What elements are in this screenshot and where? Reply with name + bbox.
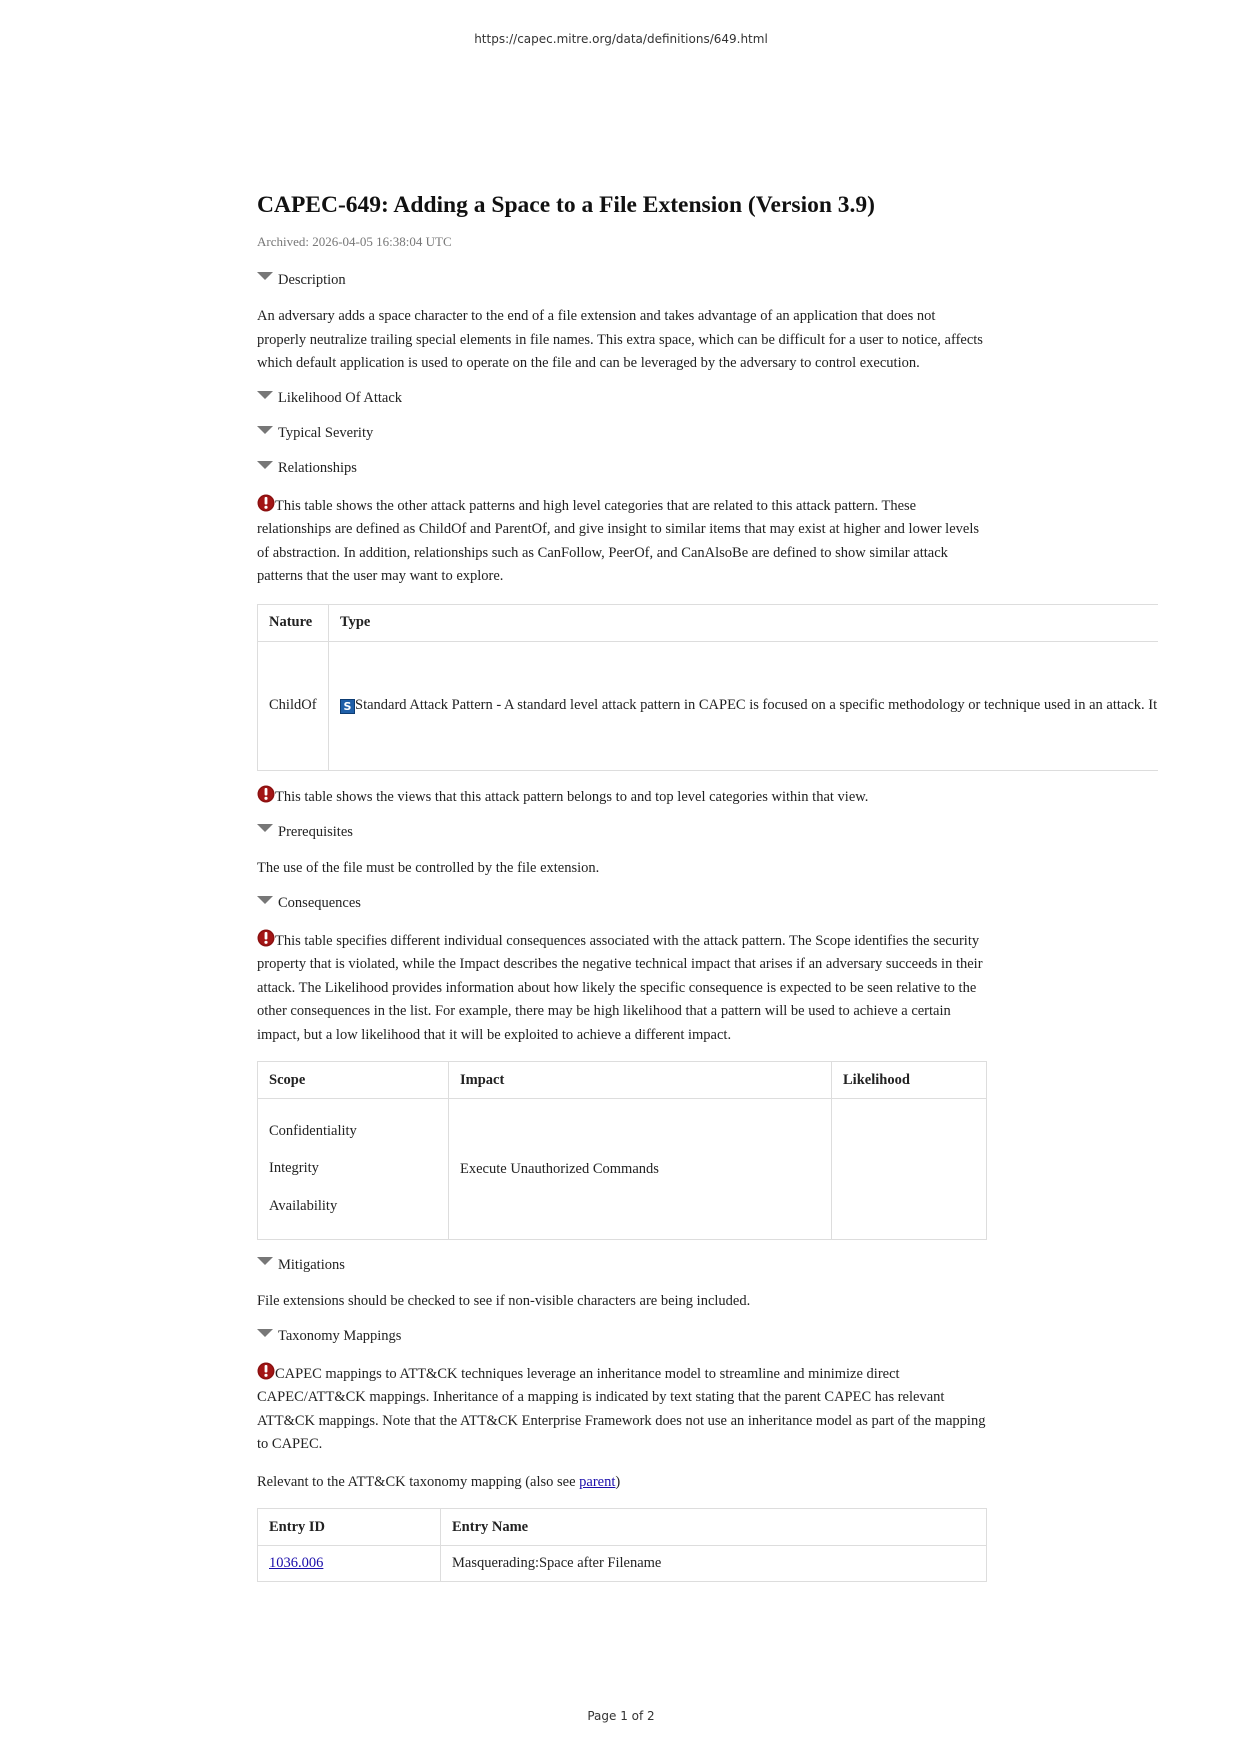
section-taxonomy-label: Taxonomy Mappings — [278, 1328, 402, 1344]
type-cell — [329, 641, 1159, 770]
table-header-row — [258, 1062, 987, 1099]
expand-triangle-icon — [257, 824, 273, 832]
relationships-table — [257, 604, 1158, 771]
page-footer: Page 1 of 2 — [587, 1709, 655, 1723]
consequences-table — [257, 1061, 987, 1240]
taxonomy-relevant — [257, 1471, 987, 1495]
table-row — [258, 1099, 987, 1240]
section-likelihood-label: Likelihood Of Attack — [278, 390, 403, 406]
section-likelihood[interactable] — [257, 386, 1162, 412]
standard-pattern-icon: S — [340, 699, 355, 714]
expand-triangle-icon — [257, 896, 273, 904]
info-icon — [257, 494, 275, 512]
relationships-table-wrapper — [257, 604, 1158, 771]
consequences-info — [257, 929, 987, 1048]
section-relationships[interactable] — [257, 456, 1162, 482]
table-header-row — [258, 1509, 987, 1546]
column-header-type: Type — [329, 604, 1159, 641]
expand-triangle-icon — [257, 391, 273, 399]
scope-item: Availability — [269, 1197, 338, 1214]
parent-link[interactable]: parent — [579, 1473, 616, 1490]
description-text: An adversary adds a space character to the end of a file extension and takes advantage of an application that does not properly neutralize trailing special elements in file names. This extra space, which can be difficult for a user to notice, affects which default application is used to operate on the file and can be leveraged by the adversary to control execution. — [257, 308, 983, 371]
section-description-label: Description — [278, 271, 346, 288]
section-severity[interactable] — [257, 421, 1162, 447]
archived-timestamp: Archived: 2026-04-05 16:38:04 UTC — [257, 234, 452, 249]
expand-triangle-icon — [257, 461, 273, 469]
section-description[interactable] — [257, 267, 1162, 293]
info-icon — [257, 1362, 275, 1380]
nature-cell: ChildOf — [258, 641, 329, 770]
column-header-nature: Nature — [258, 604, 329, 641]
taxonomy-info-text: CAPEC mappings to ATT&CK techniques leverage an inheritance model to streamline and minimize direct CAPEC/ATT&CK mappings. Inheritance of a mapping is indicated by text stating that the parent CAPEC has relevant ATT&CK mappings. Note that the ATT&CK Enterprise Framework does not use an inheritance model as part of the mapping to CAPEC. — [257, 1365, 986, 1452]
entry-id-link[interactable]: 1036.006 — [269, 1555, 324, 1571]
section-relationships-label: Relationships — [278, 460, 357, 476]
section-mitigations-label: Mitigations — [278, 1256, 345, 1273]
relationships-info — [257, 494, 987, 589]
likelihood-cell — [832, 1099, 987, 1240]
type-text: Standard Attack Pattern - A standard level attack pattern in CAPEC is focused on a specific methodology or technique used in an attack. It — [355, 697, 1158, 713]
main-content — [257, 188, 1162, 1582]
column-header-entry-name: Entry Name — [441, 1509, 987, 1546]
section-prerequisites-label: Prerequisites — [278, 823, 353, 840]
column-header-entry-id: Entry ID — [258, 1509, 441, 1546]
column-header-impact: Impact — [449, 1062, 832, 1099]
impact-cell: Execute Unauthorized Commands — [449, 1099, 832, 1240]
section-consequences[interactable] — [257, 891, 1162, 917]
taxonomy-table — [257, 1508, 987, 1582]
relevant-prefix: Relevant to the ATT&CK taxonomy mapping (also see — [257, 1473, 580, 1490]
column-header-likelihood: Likelihood — [832, 1062, 987, 1099]
entry-name-cell: Masquerading:Space after Filename — [441, 1546, 987, 1582]
section-severity-label: Typical Severity — [278, 425, 374, 441]
scope-item: Confidentiality — [269, 1122, 357, 1139]
table-header-row — [258, 604, 1159, 641]
views-info-text: This table shows the views that this attack pattern belongs to and top level categories within that view. — [275, 788, 869, 805]
column-header-scope: Scope — [258, 1062, 449, 1099]
relationships-info-text: This table shows the other attack patterns and high level categories that are related to this attack pattern. These relationships are defined as ChildOf and ParentOf, and give insight to similar items that may exist at higher and lower levels of abstraction. In addition, relationships such as CanFollow, PeerOf, and CanAlsoBe are defined to show similar attack patterns that the user may want to explore. — [257, 497, 980, 584]
section-consequences-label: Consequences — [278, 895, 361, 911]
scope-cell — [258, 1099, 449, 1240]
info-icon — [257, 929, 275, 947]
relevant-suffix: ) — [615, 1473, 621, 1490]
expand-triangle-icon — [257, 1329, 273, 1337]
section-mitigations[interactable] — [257, 1252, 1162, 1278]
consequences-info-text: This table specifies different individual consequences associated with the attack pattern. The Scope identifies the security property that is violated, while the Impact describes the negative technical impact that arises if an adversary succeeds in their attack. The Likelihood provides information about how likely the specific consequence is expected to be seen relative to the other consequences in the list. For example, there may be high likelihood that a pattern will be used to achieve a certain impact, but a low likelihood that it will be exploited to achieve a different impact. — [257, 932, 983, 1043]
views-info — [257, 785, 987, 810]
entry-id-cell — [258, 1546, 441, 1582]
table-row — [258, 641, 1159, 770]
page-url: https://capec.mitre.org/data/definitions/649.html — [474, 32, 768, 46]
expand-triangle-icon — [257, 272, 273, 280]
table-row — [258, 1546, 987, 1582]
section-prerequisites[interactable] — [257, 819, 1162, 845]
expand-triangle-icon — [257, 426, 273, 434]
prerequisites-text: The use of the file must be controlled by the file extension. — [257, 860, 600, 876]
page-title: CAPEC-649: Adding a Space to a File Extension (Version 3.9) — [257, 192, 875, 218]
scope-item: Integrity — [269, 1160, 319, 1177]
expand-triangle-icon — [257, 1257, 273, 1265]
section-taxonomy[interactable] — [257, 1324, 1162, 1350]
taxonomy-info — [257, 1362, 987, 1457]
info-icon — [257, 785, 275, 803]
mitigations-text: File extensions should be checked to see if non-visible characters are being included. — [257, 1293, 751, 1309]
